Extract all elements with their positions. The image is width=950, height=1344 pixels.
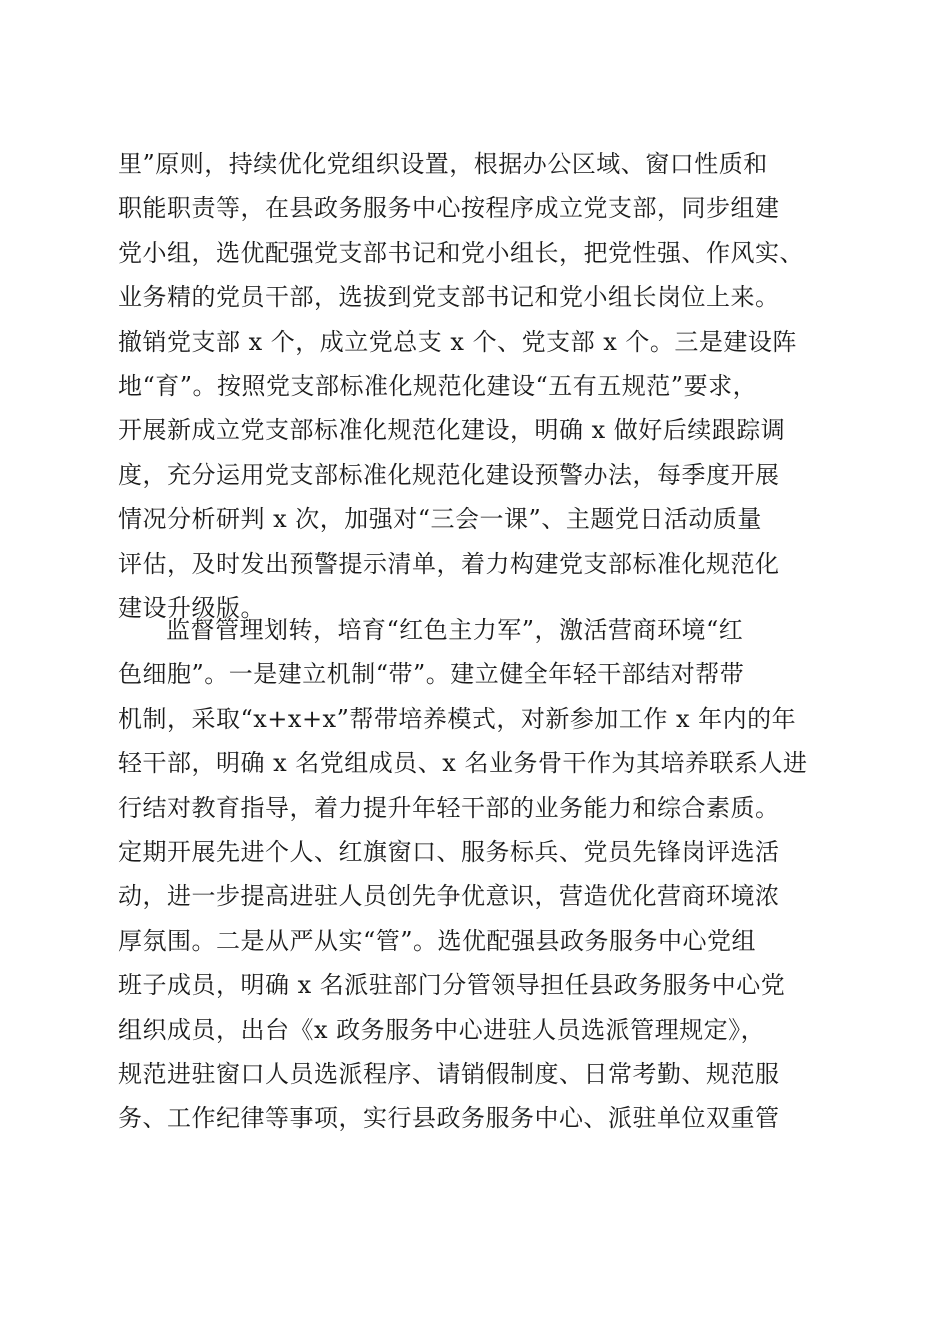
paragraph-supervision (118, 608, 848, 1141)
text-line: 班子成员，明确 x 名派驻部门分管领导担任县政务服务中心党 (118, 971, 786, 1000)
text-line: 务、工作纪律等事项，实行县政务服务中心、派驻单位双重管 (118, 1104, 780, 1133)
text-line: 行结对教育指导，着力提升年轻干部的业务能力和综合素质。 (118, 793, 780, 822)
text-line: 机制，采取“x+x+x”帮带培养模式，对新参加工作 x 年内的年 (118, 704, 797, 733)
text-line: 厚氛围。二是从严从实“管”。选优配强县政务服务中心党组 (118, 926, 757, 955)
text-line: 轻干部，明确 x 名党组成员、x 名业务骨干作为其培养联系人进 (118, 749, 808, 778)
text-line: 组织成员，出台《x 政务服务中心进驻人员选派管理规定》， (118, 1015, 766, 1044)
text-line: 党小组，选优配强党支部书记和党小组长，把党性强、作风实、 (118, 238, 804, 267)
text-line: 规范进驻窗口人员选派程序、请销假制度、日常考勤、规范服 (118, 1059, 780, 1088)
text-line: 地“育”。按照党支部标准化规范化建设“五有五规范”要求， (118, 371, 758, 400)
text-line: 建设升级版。 (118, 593, 265, 622)
text-line-first: 监督管理划转，培育“红色主力军”，激活营商环境“红 (166, 616, 744, 644)
text-line: 开展新成立党支部标准化规范化建设，明确 x 做好后续跟踪调 (118, 416, 786, 445)
text-line: 动，进一步提高进驻人员创先争优意识，营造优化营商环境浓 (118, 882, 780, 911)
text-line: 度，充分运用党支部标准化规范化建设预警办法，每季度开展 (118, 460, 780, 489)
text-line: 定期开展先进个人、红旗窗口、服务标兵、党员先锋岗评选活 (118, 837, 780, 866)
text-line: 色细胞”。一是建立机制“带”。建立健全年轻干部结对帮带 (118, 660, 745, 689)
text-line: 撤销党支部 x 个，成立党总支 x 个、党支部 x 个。三是建设阵 (118, 327, 797, 356)
text-line: 业务精的党员干部，选拔到党支部书记和党小组长岗位上来。 (118, 283, 780, 312)
text-line: 评估，及时发出预警提示清单，着力构建党支部标准化规范化 (118, 549, 780, 578)
text-line: 情况分析研判 x 次，加强对“三会一课”、主题党日活动质量 (118, 505, 762, 534)
paragraph-continued (118, 142, 848, 630)
text-line: 职能职责等，在县政务服务中心按程序成立党支部，同步组建 (118, 194, 780, 223)
text-line: 里”原则，持续优化党组织设置，根据办公区域、窗口性质和 (118, 150, 768, 178)
